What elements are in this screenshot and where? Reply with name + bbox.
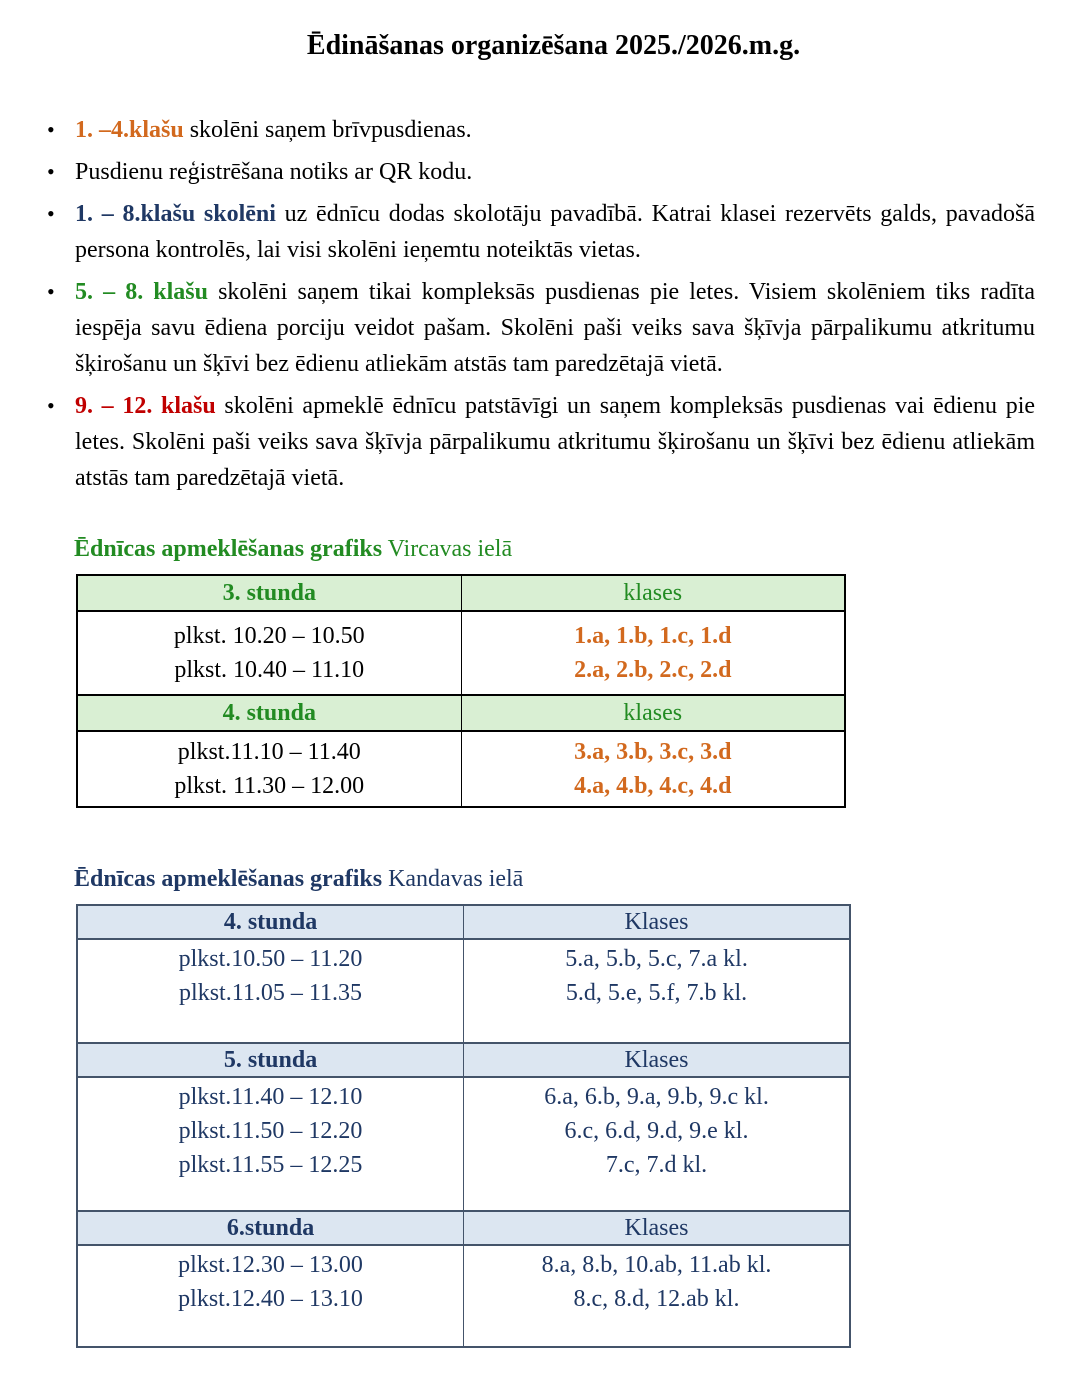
time-range: plkst.12.30 – 13.00 [178, 1252, 363, 1278]
time-range: plkst.10.50 – 11.20 [178, 946, 363, 972]
classes-cell [464, 1077, 851, 1211]
table-row [77, 1245, 850, 1347]
bullet-text: skolēni apmeklē ēdnīcu patstāvīgi un saņem kompleksās pusdienas vai ēdienu pie letes. Skolēni paši veiks sava šķīvja pārpalikumu atkritumu šķirošanu un šķīvi bez ēdienu atliekām atstās tam paredzētajā vietā. [75, 393, 1036, 491]
class-list: 5.a, 5.b, 5.c, 7.a kl. [565, 946, 748, 972]
kandava-section-heading [74, 864, 1035, 894]
classes-header-cell: Klases [464, 1043, 851, 1077]
bullet-icon: • [47, 201, 55, 226]
time-range: plkst. 11.30 – 12.00 [174, 773, 365, 799]
table-row [77, 939, 850, 1043]
times-cell [77, 1077, 464, 1211]
table-header-row [77, 575, 845, 611]
hour-header-cell: 4. stunda [77, 905, 464, 939]
times-cell [77, 611, 461, 695]
heading-location-text: Vircavas ielā [382, 536, 513, 562]
bullet-text: skolēni saņem tikai kompleksās pusdienas pie letes. Visiem skolēniem tiks radīta iespēja savu ēdiena porciju veidot pašam. Skolēni paši veiks sava šķīvja pārpalikumu atkritumu šķirošanu un šķīvi bez ēdienu atliekām atstās tam paredzētajā vietā. [75, 279, 1035, 377]
list-item-qr-registration [47, 154, 1035, 190]
classes-header-cell: klases [461, 575, 845, 611]
classes-header-cell: Klases [464, 905, 851, 939]
table-header-row [77, 1211, 850, 1245]
heading-bold-text: Ēdnīcas apmeklēšanas grafiks [74, 866, 383, 892]
class-list: 1.a, 1.b, 1.c, 1.d [574, 623, 732, 649]
list-item-grades-9-12 [47, 388, 1036, 496]
class-list: 2.a, 2.b, 2.c, 2.d [574, 657, 732, 683]
table-header-row [77, 695, 845, 731]
table-row [77, 1077, 850, 1211]
time-range: plkst.11.40 – 12.10 [178, 1084, 363, 1110]
page-title: Ēdināšanas organizēšana 2025./2026.m.g. [306, 30, 801, 61]
classes-header-cell: Klases [464, 1211, 851, 1245]
bullet-icon: • [47, 159, 55, 184]
classes-cell [461, 731, 845, 807]
bullet-lead: 9. – 12. klašu [75, 393, 216, 419]
class-list: 4.a, 4.b, 4.c, 4.d [574, 773, 732, 799]
table-header-row [77, 905, 850, 939]
hour-header-cell: 5. stunda [77, 1043, 464, 1077]
vircava-section-heading [74, 534, 1035, 564]
bullet-lead: 5. – 8. klašu [75, 279, 208, 305]
bullet-text: uz ēdnīcu dodas skolotāju pavadībā. Katrai klasei rezervēts galds, pavadošā persona kontrolēs, lai visi skolēni ieņemtu noteiktās vietas. [75, 201, 1035, 263]
class-list: 3.a, 3.b, 3.c, 3.d [574, 739, 732, 765]
time-range: plkst.11.10 – 11.40 [177, 739, 361, 765]
heading-location-text: Kandavas ielā [382, 866, 524, 892]
class-list: 6.a, 6.b, 9.a, 9.b, 9.c kl. [544, 1084, 769, 1110]
time-range: plkst. 10.40 – 11.10 [174, 657, 365, 683]
classes-header-cell: klases [461, 695, 845, 731]
bullet-lead: 1. –4.klašu [75, 117, 184, 143]
kandava-schedule-table [76, 904, 851, 1348]
list-item-grades-1-8 [47, 196, 1035, 268]
classes-cell [461, 611, 845, 695]
times-cell [77, 939, 464, 1043]
class-list: 6.c, 6.d, 9.d, 9.e kl. [564, 1118, 749, 1144]
times-cell [77, 731, 461, 807]
class-list: 8.a, 8.b, 10.ab, 11.ab kl. [541, 1252, 772, 1278]
classes-cell [464, 1245, 851, 1347]
class-list: 8.c, 8.d, 12.ab kl. [573, 1286, 740, 1312]
hour-header-cell: 6.stunda [77, 1211, 464, 1245]
class-list: 7.c, 7.d kl. [605, 1152, 708, 1178]
hour-header-cell: 3. stunda [77, 575, 461, 611]
bullet-icon: • [47, 117, 55, 142]
time-range: plkst. 10.20 – 10.50 [173, 623, 365, 649]
bullet-icon: • [47, 393, 55, 418]
bullet-text: skolēni saņem brīvpusdienas. [183, 117, 472, 143]
bullet-text: Pusdienu reģistrēšana notiks ar QR kodu. [75, 159, 473, 185]
hour-header-cell: 4. stunda [77, 695, 461, 731]
heading-bold-text: Ēdnīcas apmeklēšanas grafiks [74, 536, 383, 562]
time-range: plkst.11.05 – 11.35 [179, 980, 362, 1006]
time-range: plkst.11.55 – 12.25 [178, 1152, 363, 1178]
time-range: plkst.11.50 – 12.20 [178, 1118, 363, 1144]
classes-cell [464, 939, 851, 1043]
info-list [47, 112, 1036, 496]
list-item-free-lunch [47, 112, 1035, 148]
table-row [77, 731, 845, 807]
bullet-icon: • [47, 279, 55, 304]
time-range: plkst.12.40 – 13.10 [178, 1286, 363, 1312]
bullet-lead: 1. – 8.klašu skolēni [75, 201, 276, 227]
table-header-row [77, 1043, 850, 1077]
times-cell [77, 1245, 464, 1347]
list-item-grades-5-8 [47, 274, 1035, 382]
vircava-schedule-table [76, 574, 846, 808]
class-list: 5.d, 5.e, 5.f, 7.b kl. [565, 980, 748, 1006]
table-row [77, 611, 845, 695]
